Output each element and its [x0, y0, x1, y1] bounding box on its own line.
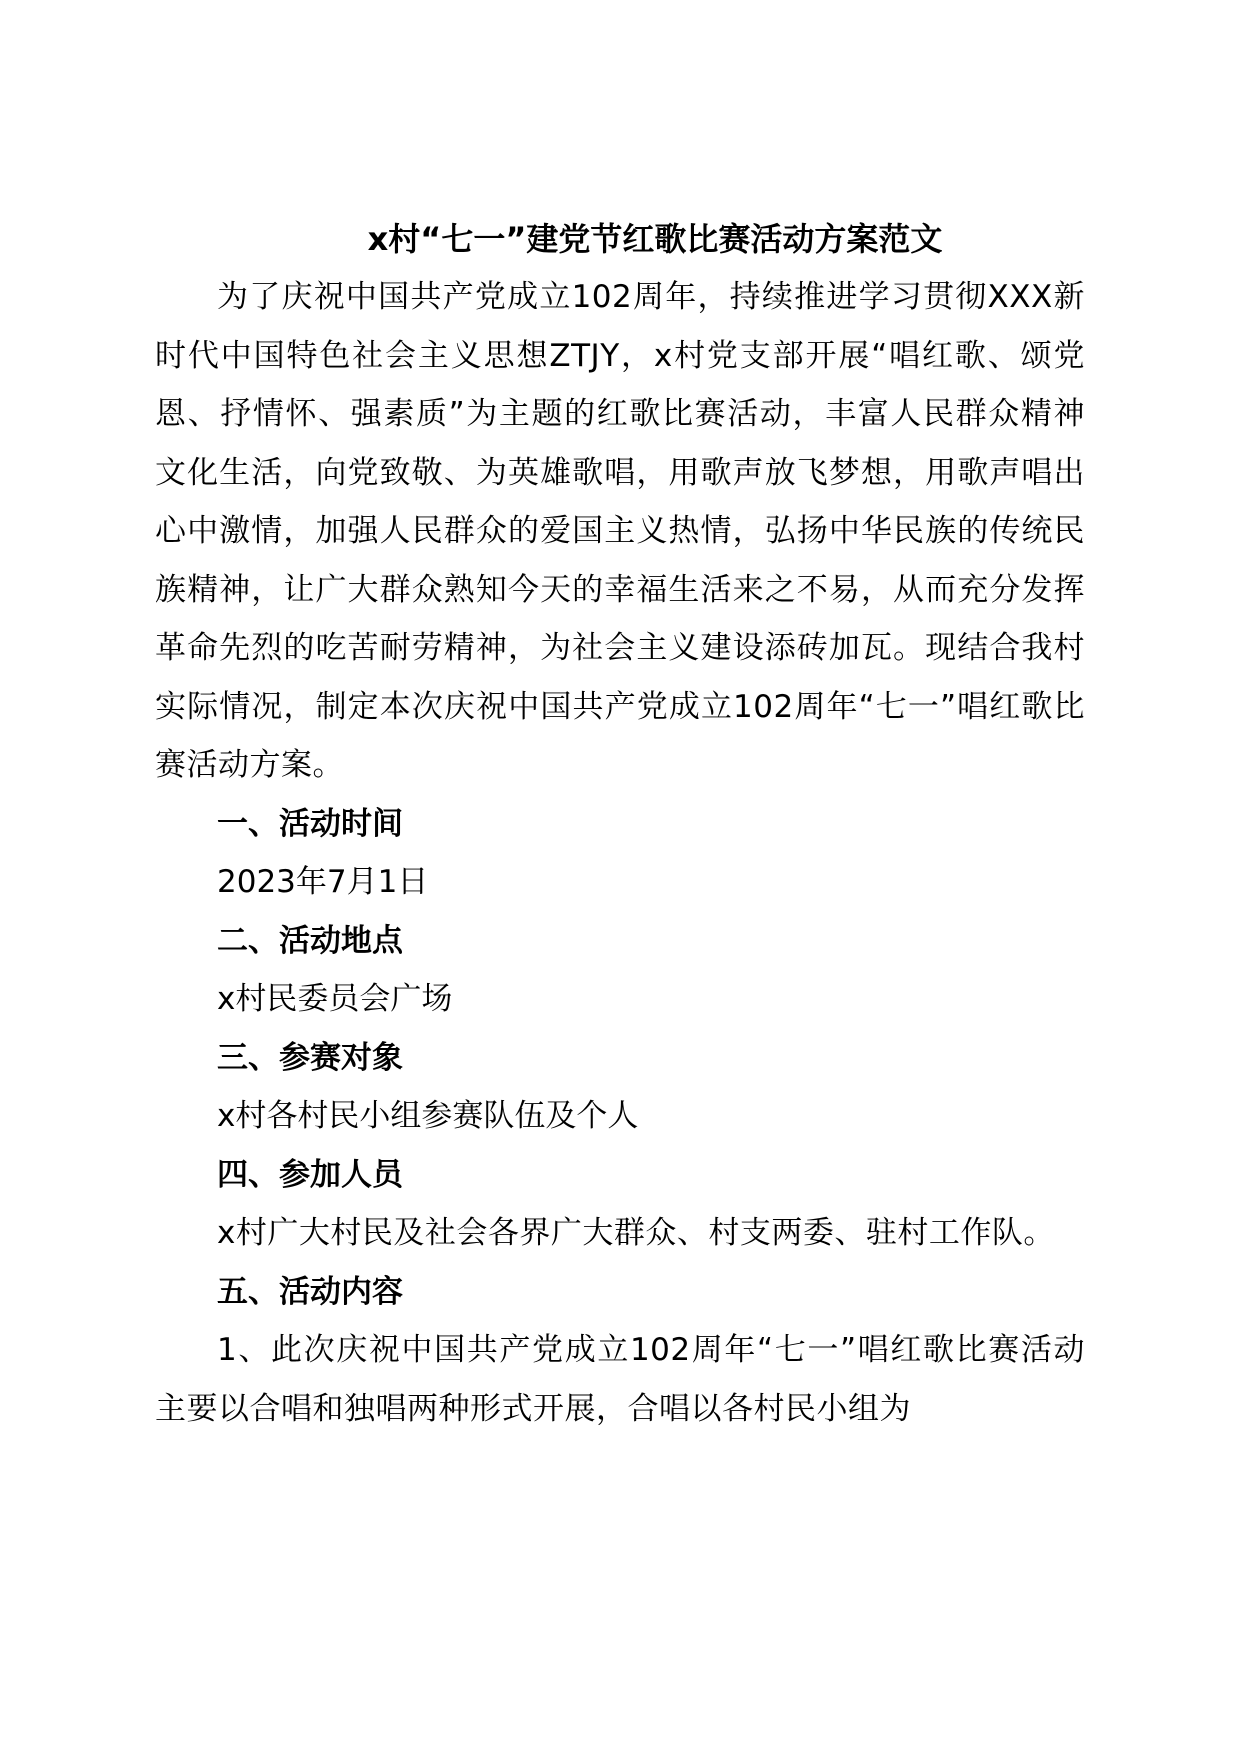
section-body-location: x村民委员会广场 [217, 981, 453, 1017]
document-title: x村“七一”建党节红歌比赛活动方案范文 [367, 220, 943, 258]
section-heading-time: 一、活动时间 [217, 805, 403, 842]
intro-paragraph: 为了庆祝中国共产党成立102周年，持续推进学习贯彻XXX新时代中国特色社会主义思想ZTJY，x村党支部开展“唱红歌、颂党恩、抒情怀、强素质”为主题的红歌比赛活动，丰富人民群众精神文化生活，向党致敬、为英雄歌唱，用歌声放飞梦想，用歌声唱出心中激情，加强人民群众的爱国主义热情，弘扬中华民族的传统民族精神，让广大群众熟知今天的幸福生活来之不易，从而充分发挥革命先烈的吃苦耐劳精神，为社会主义建设添砖加瓦。现结合我村实际情况，制定本次庆祝中国共产党成立102周年“七一”唱红歌比赛活动方案。 [155, 279, 1085, 783]
document-page [155, 210, 1085, 1438]
section-heading-content: 五、活动内容 [217, 1273, 403, 1310]
section-heading-participants: 三、参赛对象 [217, 1039, 403, 1076]
section-body-attendees: x村广大村民及社会各界广大群众、村支两委、驻村工作队。 [217, 1215, 1055, 1251]
section-body-participants: x村各村民小组参赛队伍及个人 [217, 1098, 639, 1134]
section-body-content: 1、此次庆祝中国共产党成立102周年“七一”唱红歌比赛活动主要以合唱和独唱两种形式开展，合唱以各村民小组为 [155, 1332, 1085, 1427]
section-heading-attendees: 四、参加人员 [217, 1156, 403, 1193]
section-body-time: 2023年7月1日 [217, 864, 429, 900]
section-heading-location: 二、活动地点 [217, 922, 403, 959]
